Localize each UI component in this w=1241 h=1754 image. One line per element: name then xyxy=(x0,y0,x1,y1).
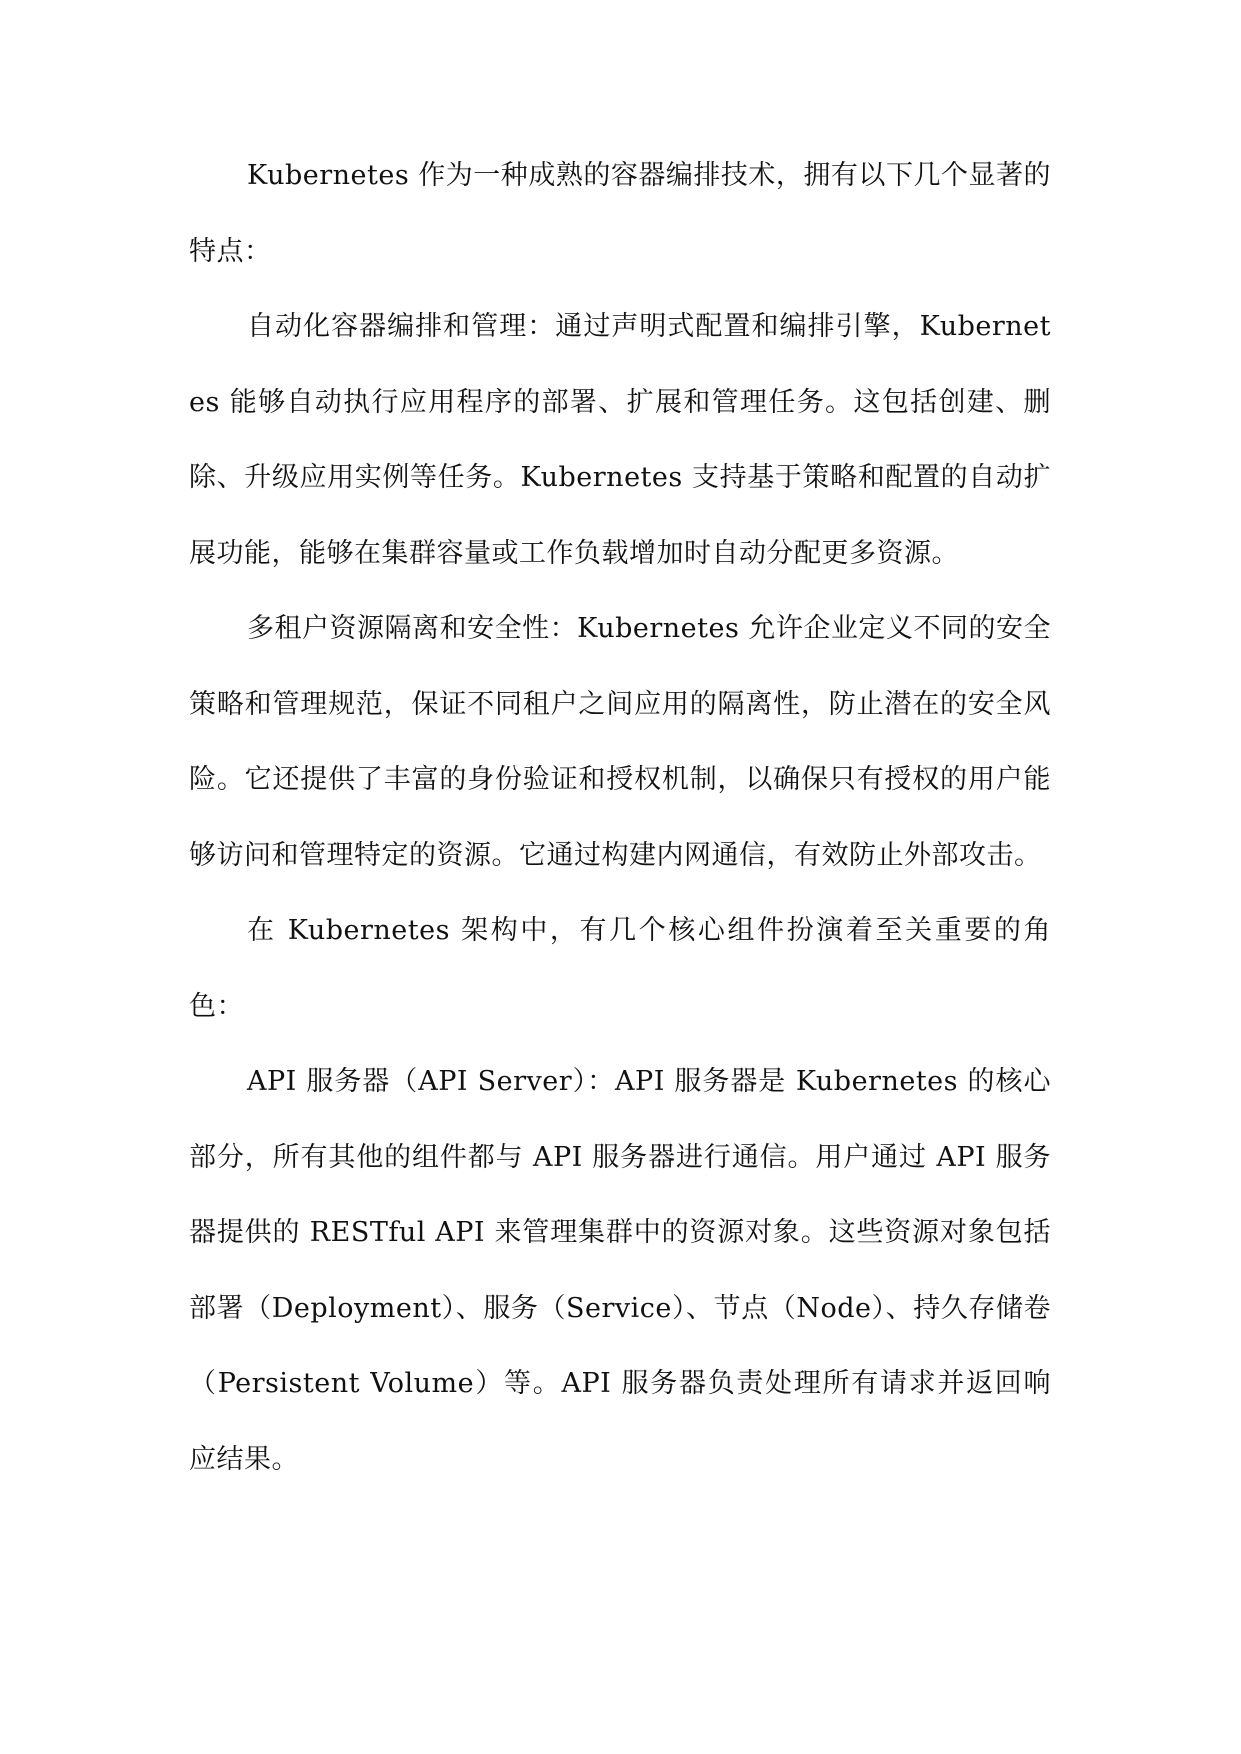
paragraph-api-server: API 服务器（API Server）：API 服务器是 Kubernetes 的核心部分，所有其他的组件都与 API 服务器进行通信。用户通过 API 服务器提供的 RESTful API 来管理集群中的资源对象。这些资源对象包括部署（Deployment）、服务（Service）、节点（Node）、持久存储卷（Persistent Volume）等。API 服务器负责处理所有请求并返回响应结果。 xyxy=(189,1066,1051,1475)
paragraph-multitenancy: 多租户资源隔离和安全性：Kubernetes 允许企业定义不同的安全策略和管理规范，保证不同租户之间应用的隔离性，防止潜在的安全风险。它还提供了丰富的身份验证和授权机制，以确保只有授权的用户能够访问和管理特定的资源。它通过构建内网通信，有效防止外部攻击。 xyxy=(189,613,1051,871)
paragraph-core-components: 在 Kubernetes 架构中，有几个核心组件扮演着至关重要的角色： xyxy=(189,915,1051,1022)
document-body xyxy=(189,138,1051,1497)
paragraph-automation: 自动化容器编排和管理：通过声明式配置和编排引擎，Kubernetes 能够自动执行应用程序的部署、扩展和管理任务。这包括创建、删除、升级应用实例等任务。Kubernetes 支持基于策略和配置的自动扩展功能，能够在集群容量或工作负载增加时自动分配更多资源。 xyxy=(189,311,1051,569)
paragraph-intro: Kubernetes 作为一种成熟的容器编排技术，拥有以下几个显著的特点： xyxy=(189,160,1051,267)
